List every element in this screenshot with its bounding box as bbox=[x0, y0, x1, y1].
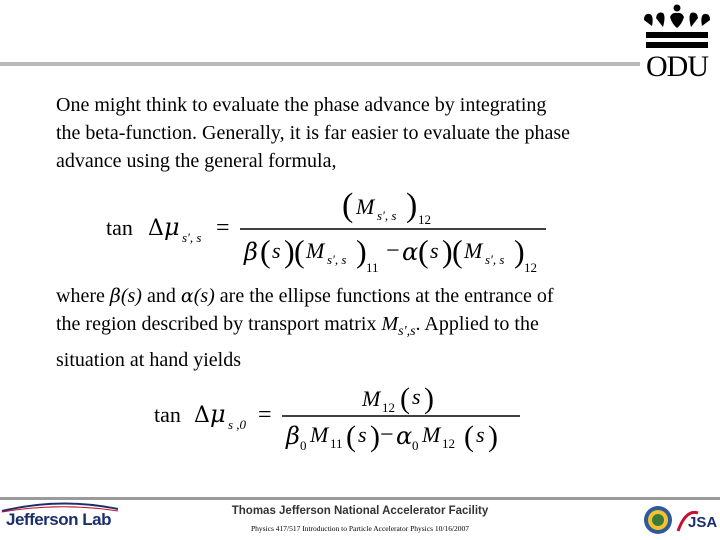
expl-where: where bbox=[56, 285, 110, 307]
eq1-num-paren-close: ) bbox=[406, 187, 418, 224]
eq2-equals: = bbox=[258, 402, 272, 428]
eq1-den-M1: M bbox=[306, 238, 325, 263]
eq2-den-beta-sub: 0 bbox=[300, 438, 307, 453]
eq1-den-paren: ) bbox=[514, 233, 525, 269]
eq2-den-paren: ) bbox=[370, 420, 380, 453]
eq1-den-alpha: α bbox=[402, 238, 419, 266]
eq1-equals: = bbox=[216, 215, 230, 241]
eq2-num-s: s bbox=[412, 384, 421, 409]
expl-line2-rest: . Applied to the bbox=[415, 313, 539, 335]
eq2-den-minus: − bbox=[380, 422, 394, 448]
eq2-den-paren: ) bbox=[488, 420, 498, 453]
expl-arg-s2: (s) bbox=[193, 285, 215, 307]
eq2-den-paren: ( bbox=[346, 420, 356, 453]
eq2-delta: Δ bbox=[194, 403, 210, 428]
eq2-den-alpha: α bbox=[396, 422, 413, 450]
eq1-den-paren: ( bbox=[294, 233, 305, 269]
eq1-den-paren: ( bbox=[418, 233, 429, 269]
intro-paragraph bbox=[56, 91, 696, 175]
jsa-logo-icon bbox=[676, 505, 718, 535]
eq1-lhs-subscript: s', s bbox=[182, 230, 202, 245]
eq1-den-paren: ) bbox=[284, 233, 295, 269]
expl-alpha: α bbox=[180, 285, 194, 307]
intro-line-2: the beta-function. Generally, it is far easier to evaluate the phase bbox=[56, 122, 571, 144]
eq2-num-index: 12 bbox=[382, 400, 395, 415]
eq1-den-paren: ) bbox=[356, 233, 367, 269]
eq2-lhs-subscript: s ,0 bbox=[228, 417, 247, 432]
jefferson-lab-logo: Jefferson Lab bbox=[6, 510, 111, 529]
eq1-den-index2: 12 bbox=[524, 260, 537, 275]
eq1-mu: μ bbox=[164, 213, 180, 241]
footer-course-info: Physics 417/517 Introduction to Particle Accelerator Physics 10/16/2007 bbox=[250, 524, 470, 533]
eq1-den-s1: s bbox=[272, 238, 281, 263]
eq2-den-s1: s bbox=[358, 422, 367, 447]
eq1-den-beta: β bbox=[244, 238, 258, 266]
eq2-num-paren: ) bbox=[424, 382, 434, 415]
expl-beta: β bbox=[109, 285, 121, 307]
phase-advance-general-formula bbox=[100, 180, 560, 276]
eq1-den-minus: − bbox=[386, 238, 400, 264]
eq1-num-paren-open: ( bbox=[342, 187, 354, 224]
odu-logo-text: ODU bbox=[646, 50, 708, 83]
eq2-den-alpha-sub: 0 bbox=[412, 438, 419, 453]
header-rule bbox=[0, 62, 640, 66]
eq2-num-M: M bbox=[362, 386, 381, 411]
expl-matrix-subscript: s',s bbox=[398, 324, 416, 339]
eq1-den-paren: ( bbox=[260, 233, 271, 269]
eq1-den-subscript1: s', s bbox=[327, 252, 347, 267]
eq1-tan: tan bbox=[106, 215, 133, 240]
expl-arg-s1: (s) bbox=[120, 285, 142, 307]
eq2-tan: tan bbox=[154, 402, 181, 427]
odu-crown-icon bbox=[638, 2, 716, 52]
jsa-logo-text: JSA bbox=[688, 514, 718, 531]
eq1-den-subscript2: s', s bbox=[485, 252, 505, 267]
eq2-mu: μ bbox=[210, 400, 226, 428]
intro-line-3: advance using the general formula, bbox=[56, 150, 337, 172]
odu-logo bbox=[638, 2, 716, 84]
expl-line2-start: the region described by transport matrix bbox=[56, 313, 382, 335]
eq1-num-M: M bbox=[356, 194, 375, 219]
eq2-den-M2: M bbox=[422, 422, 441, 447]
eq2-num-paren: ( bbox=[400, 382, 410, 415]
eq1-den-paren: ( bbox=[452, 233, 463, 269]
explanation-paragraph bbox=[56, 282, 696, 374]
eq1-num-index: 12 bbox=[418, 212, 431, 227]
doe-seal-icon bbox=[643, 505, 673, 535]
expl-line3: situation at hand yields bbox=[56, 349, 241, 371]
footer-facility-name: Thomas Jefferson National Accelerator Facility bbox=[231, 505, 489, 517]
eq2-den-index2: 12 bbox=[442, 436, 455, 451]
eq1-num-subscript: s', s bbox=[377, 208, 397, 223]
eq2-den-s2: s bbox=[476, 422, 485, 447]
eq1-den-index1: 11 bbox=[366, 260, 379, 275]
eq1-delta: Δ bbox=[148, 216, 164, 241]
eq2-den-beta: β bbox=[286, 422, 300, 450]
expl-and: and bbox=[141, 285, 181, 307]
eq1-den-s2: s bbox=[430, 238, 439, 263]
intro-line-1: One might think to evaluate the phase advance by integrating bbox=[56, 94, 547, 116]
expl-matrix: M bbox=[381, 313, 399, 335]
eq2-den-index1: 11 bbox=[330, 436, 343, 451]
eq1-den-M2: M bbox=[464, 238, 483, 263]
eq2-den-M1: M bbox=[310, 422, 329, 447]
eq2-den-paren: ( bbox=[464, 420, 474, 453]
eq1-den-paren: ) bbox=[442, 233, 453, 269]
expl-line1-rest: are the ellipse functions at the entrance of bbox=[214, 285, 554, 307]
phase-advance-specific-formula bbox=[150, 378, 530, 456]
